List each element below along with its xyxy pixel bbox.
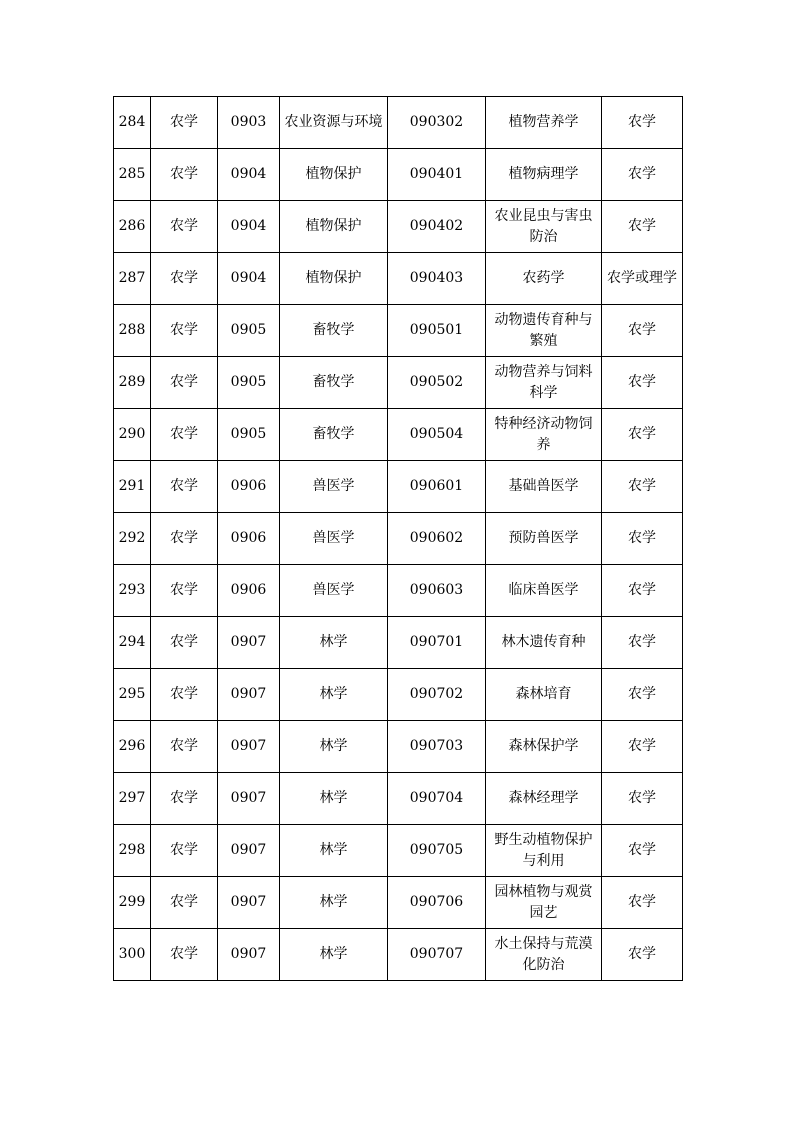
row-number-cell: 296 xyxy=(114,721,151,773)
table-row xyxy=(114,461,683,513)
first-level-name-cell: 林学 xyxy=(280,669,388,721)
first-level-code-cell: 0905 xyxy=(218,305,280,357)
second-level-name-cell: 特种经济动物饲养 xyxy=(486,409,602,461)
second-level-code-cell: 090603 xyxy=(388,565,486,617)
degree-type-cell: 农学 xyxy=(602,565,683,617)
row-number-cell: 299 xyxy=(114,877,151,929)
second-level-name-cell: 基础兽医学 xyxy=(486,461,602,513)
first-level-code-cell: 0904 xyxy=(218,149,280,201)
table-row xyxy=(114,877,683,929)
degree-type-cell: 农学或理学 xyxy=(602,253,683,305)
row-number-cell: 293 xyxy=(114,565,151,617)
table-row xyxy=(114,253,683,305)
table-body xyxy=(114,97,683,981)
degree-type-cell: 农学 xyxy=(602,409,683,461)
second-level-name-cell: 农药学 xyxy=(486,253,602,305)
second-level-name-cell: 动物遗传育种与繁殖 xyxy=(486,305,602,357)
degree-type-cell: 农学 xyxy=(602,825,683,877)
first-level-name-cell: 植物保护 xyxy=(280,201,388,253)
discipline-category-cell: 农学 xyxy=(151,617,218,669)
table-row xyxy=(114,669,683,721)
discipline-category-cell: 农学 xyxy=(151,721,218,773)
degree-type-cell: 农学 xyxy=(602,513,683,565)
degree-type-cell: 农学 xyxy=(602,97,683,149)
table-row xyxy=(114,357,683,409)
degree-type-cell: 农学 xyxy=(602,877,683,929)
second-level-code-cell: 090701 xyxy=(388,617,486,669)
second-level-code-cell: 090502 xyxy=(388,357,486,409)
discipline-category-cell: 农学 xyxy=(151,825,218,877)
second-level-name-cell: 森林保护学 xyxy=(486,721,602,773)
first-level-code-cell: 0907 xyxy=(218,825,280,877)
first-level-code-cell: 0907 xyxy=(218,721,280,773)
first-level-name-cell: 林学 xyxy=(280,617,388,669)
first-level-name-cell: 林学 xyxy=(280,877,388,929)
first-level-code-cell: 0907 xyxy=(218,877,280,929)
second-level-code-cell: 090705 xyxy=(388,825,486,877)
degree-type-cell: 农学 xyxy=(602,721,683,773)
second-level-name-cell: 森林培育 xyxy=(486,669,602,721)
second-level-name-cell: 林木遗传育种 xyxy=(486,617,602,669)
first-level-code-cell: 0905 xyxy=(218,357,280,409)
first-level-code-cell: 0906 xyxy=(218,513,280,565)
row-number-cell: 284 xyxy=(114,97,151,149)
second-level-code-cell: 090707 xyxy=(388,929,486,981)
degree-type-cell: 农学 xyxy=(602,305,683,357)
first-level-code-cell: 0904 xyxy=(218,201,280,253)
row-number-cell: 300 xyxy=(114,929,151,981)
first-level-code-cell: 0907 xyxy=(218,617,280,669)
discipline-category-cell: 农学 xyxy=(151,461,218,513)
second-level-name-cell: 动物营养与饲料科学 xyxy=(486,357,602,409)
discipline-category-cell: 农学 xyxy=(151,253,218,305)
degree-type-cell: 农学 xyxy=(602,617,683,669)
discipline-category-cell: 农学 xyxy=(151,513,218,565)
first-level-name-cell: 兽医学 xyxy=(280,461,388,513)
second-level-code-cell: 090302 xyxy=(388,97,486,149)
discipline-category-cell: 农学 xyxy=(151,149,218,201)
second-level-code-cell: 090402 xyxy=(388,201,486,253)
row-number-cell: 295 xyxy=(114,669,151,721)
discipline-category-cell: 农学 xyxy=(151,773,218,825)
first-level-code-cell: 0907 xyxy=(218,773,280,825)
first-level-code-cell: 0906 xyxy=(218,461,280,513)
row-number-cell: 290 xyxy=(114,409,151,461)
second-level-code-cell: 090403 xyxy=(388,253,486,305)
second-level-code-cell: 090702 xyxy=(388,669,486,721)
table-row xyxy=(114,305,683,357)
first-level-name-cell: 农业资源与环境 xyxy=(280,97,388,149)
row-number-cell: 291 xyxy=(114,461,151,513)
table-row xyxy=(114,201,683,253)
second-level-code-cell: 090602 xyxy=(388,513,486,565)
discipline-category-cell: 农学 xyxy=(151,97,218,149)
table-row xyxy=(114,617,683,669)
second-level-name-cell: 预防兽医学 xyxy=(486,513,602,565)
table-row xyxy=(114,97,683,149)
discipline-category-cell: 农学 xyxy=(151,565,218,617)
degree-type-cell: 农学 xyxy=(602,357,683,409)
row-number-cell: 298 xyxy=(114,825,151,877)
second-level-code-cell: 090704 xyxy=(388,773,486,825)
second-level-name-cell: 农业昆虫与害虫防治 xyxy=(486,201,602,253)
degree-type-cell: 农学 xyxy=(602,149,683,201)
second-level-name-cell: 森林经理学 xyxy=(486,773,602,825)
first-level-name-cell: 林学 xyxy=(280,929,388,981)
discipline-category-cell: 农学 xyxy=(151,669,218,721)
table-row xyxy=(114,565,683,617)
discipline-category-cell: 农学 xyxy=(151,305,218,357)
first-level-name-cell: 林学 xyxy=(280,773,388,825)
table-row xyxy=(114,409,683,461)
first-level-code-cell: 0903 xyxy=(218,97,280,149)
second-level-code-cell: 090504 xyxy=(388,409,486,461)
discipline-category-cell: 农学 xyxy=(151,357,218,409)
row-number-cell: 292 xyxy=(114,513,151,565)
first-level-name-cell: 畜牧学 xyxy=(280,357,388,409)
degree-type-cell: 农学 xyxy=(602,773,683,825)
second-level-code-cell: 090706 xyxy=(388,877,486,929)
degree-type-cell: 农学 xyxy=(602,461,683,513)
discipline-category-cell: 农学 xyxy=(151,877,218,929)
first-level-name-cell: 植物保护 xyxy=(280,253,388,305)
row-number-cell: 297 xyxy=(114,773,151,825)
first-level-name-cell: 畜牧学 xyxy=(280,409,388,461)
table-row xyxy=(114,721,683,773)
second-level-name-cell: 园林植物与观赏园艺 xyxy=(486,877,602,929)
first-level-code-cell: 0905 xyxy=(218,409,280,461)
second-level-name-cell: 植物营养学 xyxy=(486,97,602,149)
discipline-category-cell: 农学 xyxy=(151,201,218,253)
second-level-name-cell: 临床兽医学 xyxy=(486,565,602,617)
degree-type-cell: 农学 xyxy=(602,929,683,981)
second-level-code-cell: 090401 xyxy=(388,149,486,201)
row-number-cell: 294 xyxy=(114,617,151,669)
row-number-cell: 285 xyxy=(114,149,151,201)
first-level-name-cell: 林学 xyxy=(280,721,388,773)
first-level-code-cell: 0907 xyxy=(218,669,280,721)
degree-type-cell: 农学 xyxy=(602,201,683,253)
second-level-code-cell: 090501 xyxy=(388,305,486,357)
degree-type-cell: 农学 xyxy=(602,669,683,721)
first-level-name-cell: 植物保护 xyxy=(280,149,388,201)
row-number-cell: 289 xyxy=(114,357,151,409)
row-number-cell: 288 xyxy=(114,305,151,357)
second-level-code-cell: 090703 xyxy=(388,721,486,773)
first-level-code-cell: 0906 xyxy=(218,565,280,617)
table-row xyxy=(114,929,683,981)
table-row xyxy=(114,513,683,565)
discipline-table xyxy=(113,96,683,981)
second-level-code-cell: 090601 xyxy=(388,461,486,513)
discipline-category-cell: 农学 xyxy=(151,409,218,461)
row-number-cell: 287 xyxy=(114,253,151,305)
first-level-name-cell: 畜牧学 xyxy=(280,305,388,357)
first-level-name-cell: 兽医学 xyxy=(280,513,388,565)
second-level-name-cell: 水土保持与荒漠化防治 xyxy=(486,929,602,981)
second-level-name-cell: 野生动植物保护与利用 xyxy=(486,825,602,877)
first-level-code-cell: 0904 xyxy=(218,253,280,305)
first-level-code-cell: 0907 xyxy=(218,929,280,981)
first-level-name-cell: 林学 xyxy=(280,825,388,877)
discipline-category-cell: 农学 xyxy=(151,929,218,981)
table-row xyxy=(114,149,683,201)
first-level-name-cell: 兽医学 xyxy=(280,565,388,617)
second-level-name-cell: 植物病理学 xyxy=(486,149,602,201)
table-row xyxy=(114,773,683,825)
row-number-cell: 286 xyxy=(114,201,151,253)
table-row xyxy=(114,825,683,877)
